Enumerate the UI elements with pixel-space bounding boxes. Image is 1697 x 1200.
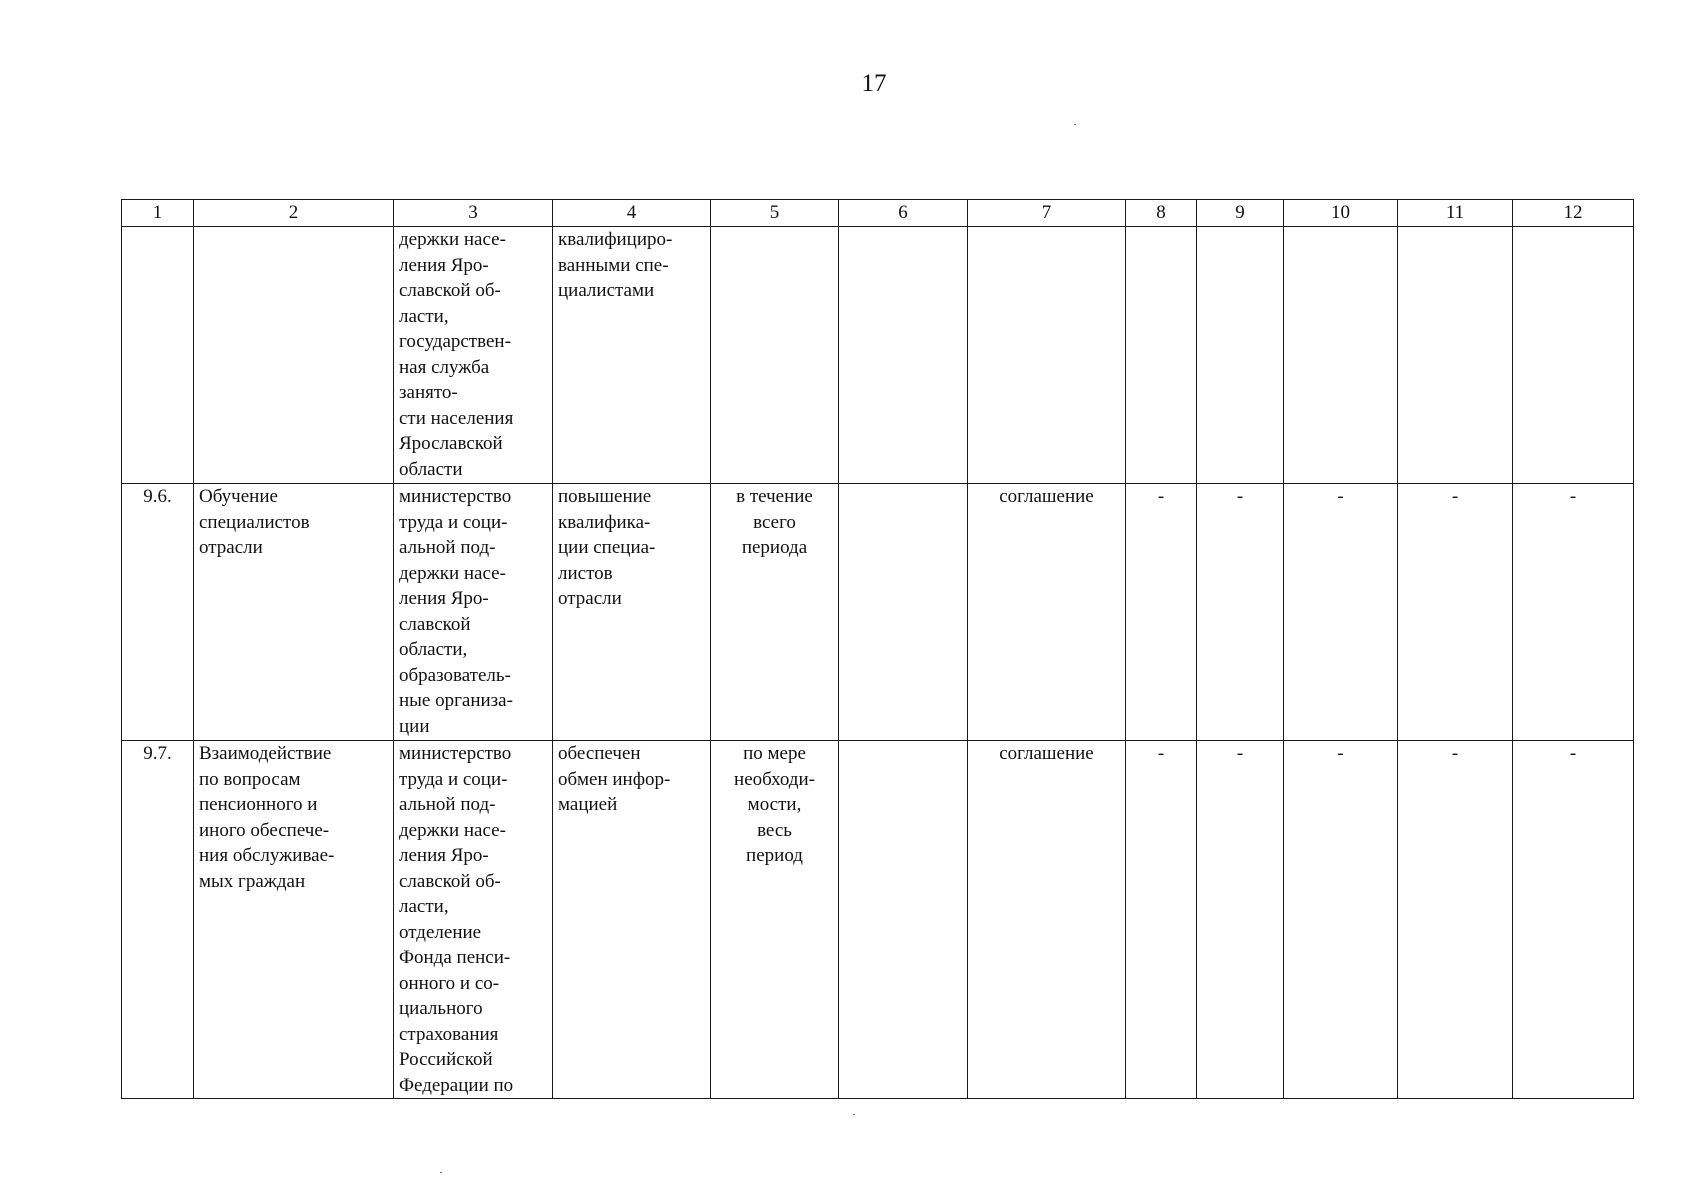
executors-cell-line: ции	[399, 715, 430, 737]
executors-cell-line: альной под-	[399, 537, 496, 558]
column-header: 2	[194, 200, 394, 227]
executors-cell-line: славской об-	[399, 870, 501, 892]
executors-cell-line: ные организа-	[399, 690, 513, 711]
executors-cell-line: Федерации по	[399, 1074, 514, 1096]
term-cell-line: необходи-	[734, 768, 815, 790]
term-cell-line: весь	[757, 819, 792, 841]
result-cell-line: квалифика-	[558, 511, 651, 533]
result-cell	[553, 741, 711, 1099]
activity-cell	[194, 227, 394, 484]
column-header: 6	[839, 200, 968, 227]
value-cell-c11: -	[1398, 484, 1513, 741]
executors-cell-line: Российской	[399, 1049, 493, 1070]
value-cell-c8: -	[1126, 741, 1197, 1099]
activity-cell-line: мых граждан	[199, 870, 306, 892]
executors-cell-line: труда и соци-	[399, 768, 508, 790]
result-cell-line: циалистами	[558, 280, 655, 301]
executors-cell	[394, 741, 553, 1099]
executors-cell-line: держки насе-	[399, 562, 506, 584]
column-header: 3	[394, 200, 553, 227]
activity-cell-line: по вопросам	[199, 768, 301, 790]
scan-speck	[853, 1114, 855, 1115]
table-row	[122, 227, 1634, 484]
column-header: 7	[968, 200, 1126, 227]
result-cell-line: мацией	[558, 794, 618, 815]
term-cell-line: периода	[741, 537, 808, 558]
column-header: 12	[1513, 200, 1634, 227]
executors-cell-line: онного и со-	[399, 972, 500, 994]
executors-cell-line: ная служба	[399, 356, 490, 378]
result-cell	[553, 484, 711, 741]
value-cell-c9: -	[1197, 484, 1284, 741]
scan-speck	[440, 1172, 442, 1173]
value-cell-c10: -	[1284, 484, 1398, 741]
column-number-row	[122, 200, 1634, 227]
executors-cell	[394, 484, 553, 741]
item-number-cell: 9.6.	[122, 484, 194, 741]
value-cell-c10: -	[1284, 741, 1398, 1099]
table-row	[122, 741, 1634, 1099]
term-cell-line: мости,	[747, 794, 802, 815]
value-cell-c9: -	[1197, 741, 1284, 1099]
activity-cell-line: отрасли	[199, 537, 263, 558]
document-cell: соглашение	[968, 484, 1126, 741]
measures-table	[121, 199, 1634, 1099]
value-cell-c12	[1513, 227, 1634, 484]
executors-cell-line: ления Яро-	[399, 254, 489, 276]
term-cell	[711, 227, 839, 484]
column6-cell	[839, 484, 968, 741]
value-cell-c12: -	[1513, 484, 1634, 741]
scan-speck	[1074, 124, 1076, 125]
value-cell-c11	[1398, 227, 1513, 484]
term-cell	[711, 484, 839, 741]
executors-cell-line: альной под-	[399, 794, 496, 815]
column-header: 8	[1126, 200, 1197, 227]
value-cell-c9	[1197, 227, 1284, 484]
item-number-cell	[122, 227, 194, 484]
activity-cell-line: специалистов	[199, 511, 310, 533]
term-cell-line: в течение	[736, 486, 813, 507]
value-cell-c10	[1284, 227, 1398, 484]
executors-cell-line: ласти,	[399, 896, 449, 917]
executors-cell-line: славской об-	[399, 280, 501, 301]
column-header: 9	[1197, 200, 1284, 227]
executors-cell-line: труда и соци-	[399, 511, 508, 533]
result-cell-line: квалифициро-	[558, 229, 673, 250]
item-number-cell: 9.7.	[122, 741, 194, 1099]
column-header: 1	[122, 200, 194, 227]
column6-cell	[839, 741, 968, 1099]
executors-cell-line: ласти,	[399, 305, 449, 327]
column-header: 4	[553, 200, 711, 227]
executors-cell-line: Ярославской	[399, 433, 503, 454]
activity-cell-line: Взаимодействие	[199, 743, 332, 764]
executors-cell-line: страхования	[399, 1023, 499, 1045]
activity-cell-line: ния обслуживае-	[199, 845, 335, 866]
activity-cell	[194, 484, 394, 741]
result-cell	[553, 227, 711, 484]
value-cell-c8: -	[1126, 484, 1197, 741]
column6-cell	[839, 227, 968, 484]
column-header: 11	[1398, 200, 1513, 227]
activity-cell	[194, 741, 394, 1099]
value-cell-c11: -	[1398, 741, 1513, 1099]
executors-cell-line: министерство	[399, 743, 512, 764]
column-header: 5	[711, 200, 839, 227]
executors-cell-line: сти населения	[399, 407, 514, 429]
executors-cell-line: славской	[399, 613, 471, 635]
value-cell-c8	[1126, 227, 1197, 484]
executors-cell-line: области,	[399, 639, 468, 660]
result-cell-line: отрасли	[558, 588, 622, 609]
activity-cell-line: иного обеспече-	[199, 819, 330, 841]
executors-cell-line: ления Яро-	[399, 588, 489, 609]
table-row	[122, 484, 1634, 741]
result-cell-line: листов	[558, 562, 613, 584]
executors-cell-line: государствен-	[399, 331, 511, 352]
result-cell-line: ванными спе-	[558, 254, 669, 276]
term-cell-line: период	[746, 845, 803, 866]
term-cell-line: по мере	[743, 743, 806, 764]
table-body	[122, 227, 1634, 1099]
executors-cell-line: циального	[399, 998, 483, 1019]
executors-cell-line: Фонда пенси-	[399, 947, 511, 968]
result-cell-line: обмен инфор-	[558, 768, 671, 790]
activity-cell-line: Обучение	[199, 486, 278, 507]
executors-cell-line: держки насе-	[399, 819, 506, 841]
document-cell: соглашение	[968, 741, 1126, 1099]
executors-cell-line: ления Яро-	[399, 845, 489, 866]
page-number: 17	[861, 70, 887, 97]
value-cell-c12: -	[1513, 741, 1634, 1099]
executors-cell-line: области	[399, 458, 463, 480]
result-cell-line: повышение	[558, 486, 652, 507]
column-header: 10	[1284, 200, 1398, 227]
document-cell	[968, 227, 1126, 484]
executors-cell-line: образователь-	[399, 664, 511, 686]
term-cell-line: всего	[753, 511, 796, 533]
executors-cell-line: держки насе-	[399, 229, 506, 250]
executors-cell	[394, 227, 553, 484]
term-cell	[711, 741, 839, 1099]
executors-cell-line: отделение	[399, 921, 482, 943]
result-cell-line: ции специа-	[558, 537, 656, 558]
executors-cell-line: министерство	[399, 486, 512, 507]
activity-cell-line: пенсионного и	[199, 794, 318, 815]
result-cell-line: обеспечен	[558, 743, 641, 764]
executors-cell-line: занято-	[399, 382, 458, 403]
